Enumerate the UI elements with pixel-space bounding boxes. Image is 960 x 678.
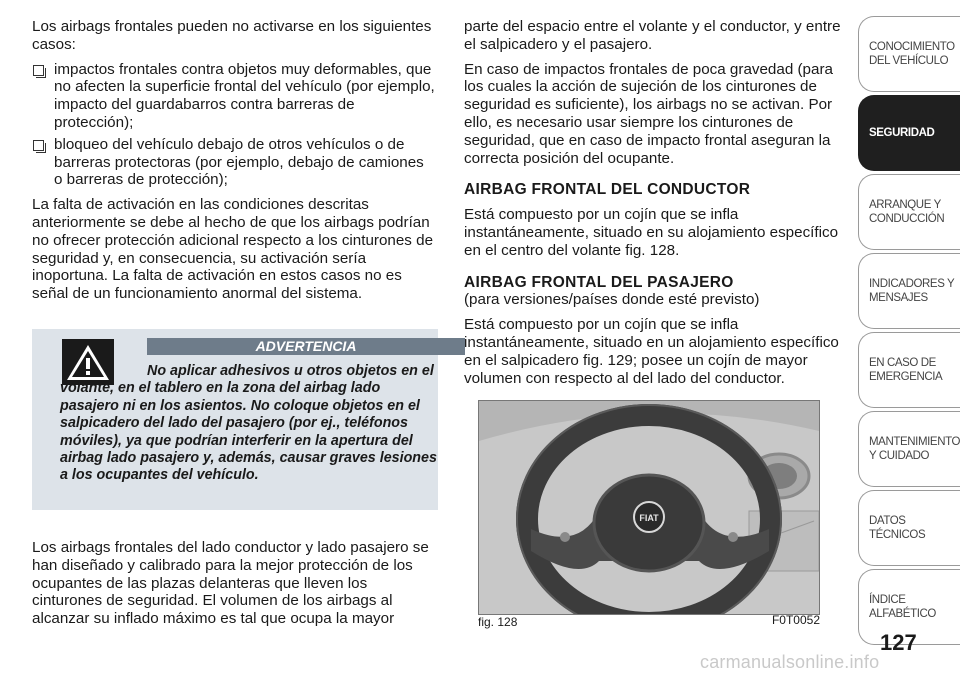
body-paragraph: Los airbags frontales del lado conductor y lado pasajero se han diseñado y calibrado para la mejor protección de los ocupantes de las plazas delanteras que lleven los cinturones de seguridad. El volumen de los airbags al alcanzar su inflado máximo es tal que ocupa la mayor	[32, 539, 429, 628]
section-subheading: (para versiones/países donde esté previsto)	[464, 291, 760, 309]
tab-indice[interactable]: ÍNDICE ALFABÉTICO	[858, 569, 960, 645]
tab-indicadores[interactable]: INDICADORES Y MENSAJES	[858, 253, 960, 329]
tab-mantenimiento[interactable]: MANTENIMIENTO Y CUIDADO	[858, 411, 960, 487]
warning-text: No aplicar adhesivos u otros objetos en el volante, en el tablero en la zona del airbag lado pasajero ni en los asientos. No coloque objetos en el salpicadero del lado del pasajero (por ej., teléfonos móviles), ya que podrían interferir en la apertura del airbag lado pasajero y, además, causar graves lesiones a los ocupantes del vehículo.	[60, 363, 437, 484]
figure-number: fig. 128	[478, 615, 518, 629]
tab-seguridad[interactable]: SEGURIDAD	[858, 95, 960, 171]
checkbox-bullet-icon	[33, 140, 44, 151]
body-paragraph: Está compuesto por un cojín que se infla instantáneamente, situado en su alojamiento específico en el centro del volante fig. 128.	[464, 206, 839, 259]
tab-emergencia[interactable]: EN CASO DE EMERGENCIA	[858, 332, 960, 408]
svg-text:FIAT: FIAT	[639, 513, 659, 523]
section-heading: AIRBAG FRONTAL DEL CONDUCTOR	[464, 181, 751, 199]
steering-wheel-figure	[478, 400, 820, 615]
tab-arranque[interactable]: ARRANQUE Y CONDUCCIÓN	[858, 174, 960, 250]
checkbox-bullet-icon	[33, 65, 44, 76]
page-number: 127	[880, 630, 917, 655]
steering-wheel-illustration	[479, 401, 819, 614]
body-paragraph: La falta de activación en las condiciones descritas anteriormente se debe al hecho de que los airbags podrían no ofrecer protección adicional respecto a los cinturones de seguridad y, en consecuencia, su activación sería inoportuna. La falta de activación en estos casos no es señal de un funcionamiento anormal del sistema.	[32, 196, 434, 303]
left-column-bottom	[32, 539, 438, 635]
warning-title: ADVERTENCIA	[147, 338, 465, 355]
bullet-list	[32, 61, 436, 190]
tab-datos-tecnicos[interactable]: DATOS TÉCNICOS	[858, 490, 960, 566]
body-paragraph: En caso de impactos frontales de poca gravedad (para los cuales la acción de sujeción de los cinturones de seguridad es suficiente), los airbags no se activan. Por ello, es necesario usar siempre los cinturones de seguridad, que en caso de impacto frontal aseguran la correcta posición del ocupante.	[464, 60, 833, 167]
continued-text: parte del espacio entre el volante y el conductor, y entre el salpicadero y el pasajero.	[464, 18, 841, 53]
intro-text: Los airbags frontales pueden no activarse en los siguientes casos:	[32, 18, 432, 53]
section-heading: AIRBAG FRONTAL DEL PASAJERO	[464, 273, 734, 291]
list-item: impactos frontales contra objetos muy deformables, que no afecten la superficie frontal del vehículo (por ejemplo, impacto del guardabarros contra barreras de protección);	[32, 61, 436, 132]
chapter-tabs	[858, 16, 960, 648]
right-column	[464, 18, 846, 394]
tab-conocimiento[interactable]: CONOCIMIENTO DEL VEHÍCULO	[858, 16, 960, 92]
warning-box	[32, 329, 438, 510]
watermark: carmanualsonline.info	[700, 652, 880, 672]
left-column	[32, 18, 436, 310]
figure-code: F0T0052	[771, 613, 820, 627]
body-paragraph: Está compuesto por un cojín que se infla instantáneamente, situado en un alojamiento específico en el salpicadero fig. 129; posee un cojín de mayor volumen con respecto al del lado del conductor.	[464, 316, 839, 387]
list-item: bloqueo del vehículo debajo de otros vehículos o de barreras protectoras (por ejemplo, debajo de camiones o barreras de protección);	[32, 136, 436, 189]
